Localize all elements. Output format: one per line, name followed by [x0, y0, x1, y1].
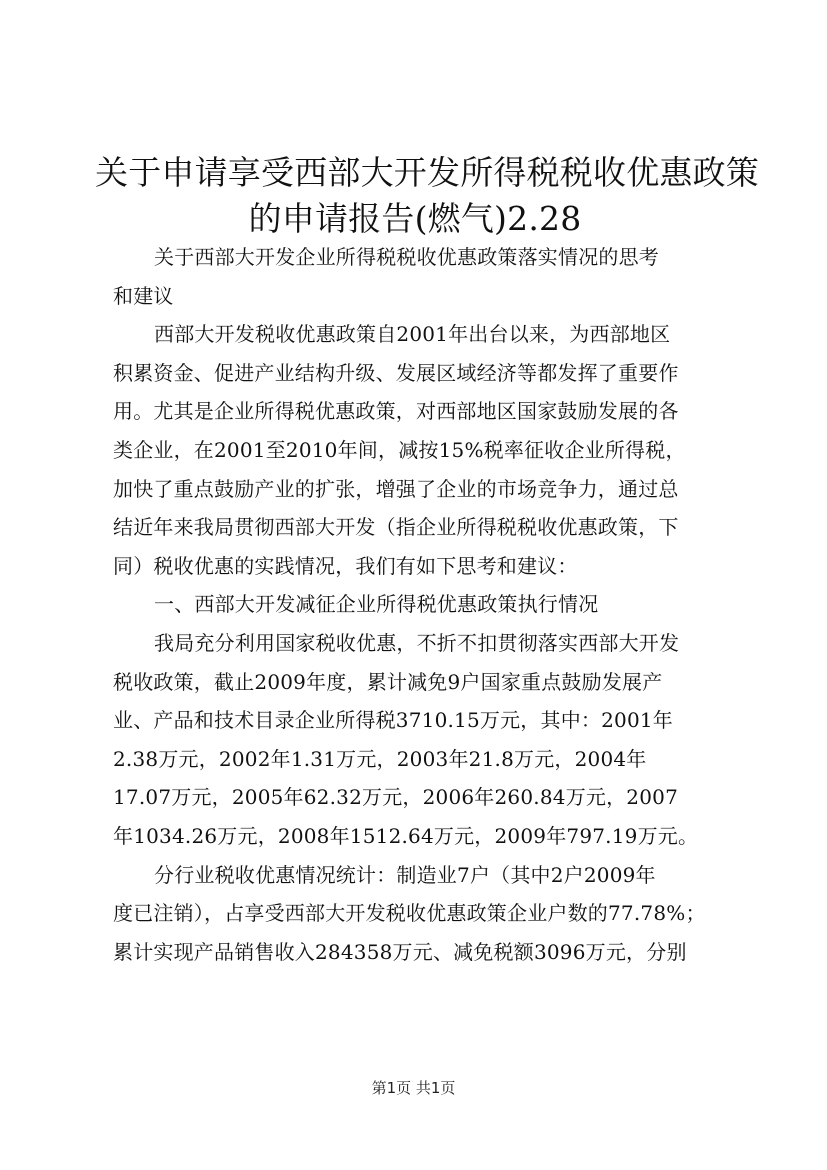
body-line: 分行业税收优惠情况统计：制造业7户（其中2户2009年	[154, 862, 656, 887]
body-line: 用。尤其是企业所得税优惠政策，对西部地区国家鼓励发展的各	[113, 399, 679, 424]
body-line: 度已注销），占享受西部大开发税收优惠政策企业户数的77.78%；	[113, 901, 706, 926]
title-line: 的申请报告(燃气)2.28	[248, 199, 582, 238]
body-line: 加快了重点鼓励产业的扩张，增强了企业的市场竞争力，通过总	[113, 476, 679, 501]
body-line: 我局充分利用国家税收优惠，不折不扣贯彻落实西部大开发	[154, 630, 680, 655]
body-line: 类企业，在2001至2010年间，减按15%税率征收企业所得税，	[113, 437, 686, 462]
section-heading: 一、西部大开发减征企业所得税优惠政策执行情况	[154, 592, 599, 617]
body-line: 累计实现产品销售收入284358万元、减免税额3096万元，分别	[113, 939, 687, 964]
body-line: 同）税收优惠的实践情况，我们有如下思考和建议：	[113, 553, 578, 578]
body-line: 2.38万元，2002年1.31万元，2003年21.8万元，2004年	[113, 746, 647, 771]
body-line: 17.07万元，2005年62.32万元，2006年260.84万元，2007	[113, 785, 678, 810]
document-title	[95, 150, 759, 242]
title-line: 关于申请享受西部大开发所得税税收优惠政策	[95, 153, 759, 192]
body-line: 税收政策，截止2009年度，累计减免9户国家重点鼓励发展产	[113, 669, 663, 694]
body-line: 年1034.26万元，2008年1512.64万元，2009年797.19万元。	[113, 823, 699, 848]
page-footer: 第1页 共1页	[371, 1079, 456, 1097]
body-line: 结近年来我局贯彻西部大开发（指企业所得税税收优惠政策，下	[113, 515, 679, 540]
document-body	[113, 238, 723, 971]
body-line: 业、产品和技术目录企业所得税3710.15万元，其中：2001年	[113, 708, 674, 733]
body-line: 关于西部大开发企业所得税税收优惠政策落实情况的思考	[154, 245, 659, 269]
body-line: 和建议	[113, 283, 174, 308]
body-line: 西部大开发税收优惠政策自2001年出台以来，为西部地区	[154, 322, 671, 347]
body-line: 积累资金、促进产业结构升级、发展区域经济等都发挥了重要作	[113, 360, 679, 385]
